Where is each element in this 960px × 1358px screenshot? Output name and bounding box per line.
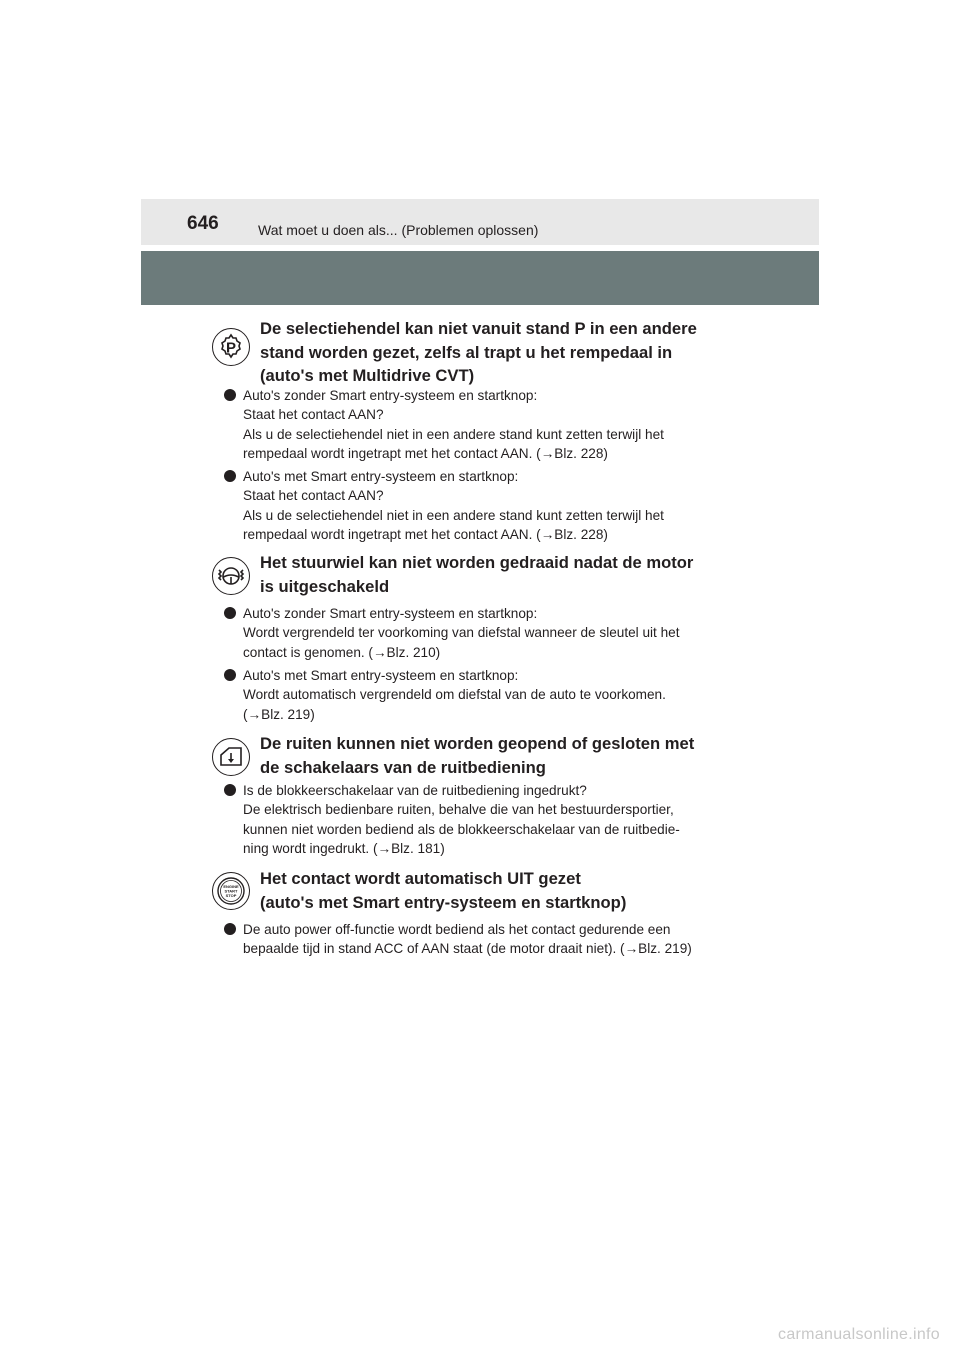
engine-start-stop-icon — [212, 872, 250, 910]
list-item: Is de blokkeerschakelaar van de ruitbediening ingedrukt? De elektrisch bedienbare ruiten, behalve die van het bestuurdersportier, kunnen niet worden bediend als de blokkeerschakelaar van de ruitbedie- ning wordt ingedrukt. (→Blz. 181) — [224, 781, 758, 858]
list-item: Auto's met Smart entry-systeem en startknop: Wordt automatisch vergrendeld om diefstal van de auto te voorkomen. (→Blz. 219) — [224, 666, 758, 724]
bullet-dot — [224, 389, 236, 401]
bullet-dot — [224, 607, 236, 619]
chapter-title: Wat moet u doen als... (Problemen oplossen) — [258, 222, 539, 238]
list-item: De auto power off-functie wordt bediend als het contact gedurende een bepaalde tijd in stand ACC of AAN staat (de motor draait niet). (→Blz. 219) — [224, 920, 758, 959]
svg-text:P: P — [225, 339, 237, 357]
bullet-dot — [224, 470, 236, 482]
section-title: De selectiehendel kan niet vanuit stand P in een andere stand worden gezet, zelfs al trapt u het rempedaal in (auto's met Multidrive CVT) — [260, 319, 697, 385]
steering-lock-icon — [212, 557, 250, 595]
page-number: 646 — [187, 213, 219, 234]
watermark: carmanualsonline.info — [778, 1326, 940, 1343]
section-title: Het contact wordt automatisch UIT gezet (auto's met Smart entry-systeem en startknop) — [260, 869, 627, 912]
engine-label: ENGINE — [223, 884, 239, 889]
list-item: Auto's zonder Smart entry-systeem en startknop: Staat het contact AAN? Als u de selectiehendel niet in een andere stand kunt zetten terwijl het rempedaal wordt ingetrapt met het contact AAN. (→Blz. 228) — [224, 386, 758, 463]
list-item: Auto's met Smart entry-systeem en startknop: Staat het contact AAN? Als u de selectiehendel niet in een andere stand kunt zetten terwijl het rempedaal wordt ingetrapt met het contact AAN. (→Blz. 228) — [224, 467, 758, 544]
section-band — [141, 251, 819, 305]
section-title: De ruiten kunnen niet worden geopend of gesloten met de schakelaars van de ruitbediening — [260, 734, 695, 777]
power-window-icon — [212, 738, 250, 776]
stop-label: STOP — [225, 893, 237, 898]
bullet-dot — [224, 669, 236, 681]
start-label: START — [224, 888, 238, 894]
bullet-dot — [224, 923, 236, 935]
bullet-dot — [224, 784, 236, 796]
shift-p-gear-icon — [212, 328, 250, 366]
list-item: Auto's zonder Smart entry-systeem en startknop: Wordt vergrendeld ter voorkoming van diefstal wanneer de sleutel uit het contact is genomen. (→Blz. 210) — [224, 604, 758, 662]
section-title: Het stuurwiel kan niet worden gedraaid nadat de motor is uitgeschakeld — [260, 553, 694, 596]
